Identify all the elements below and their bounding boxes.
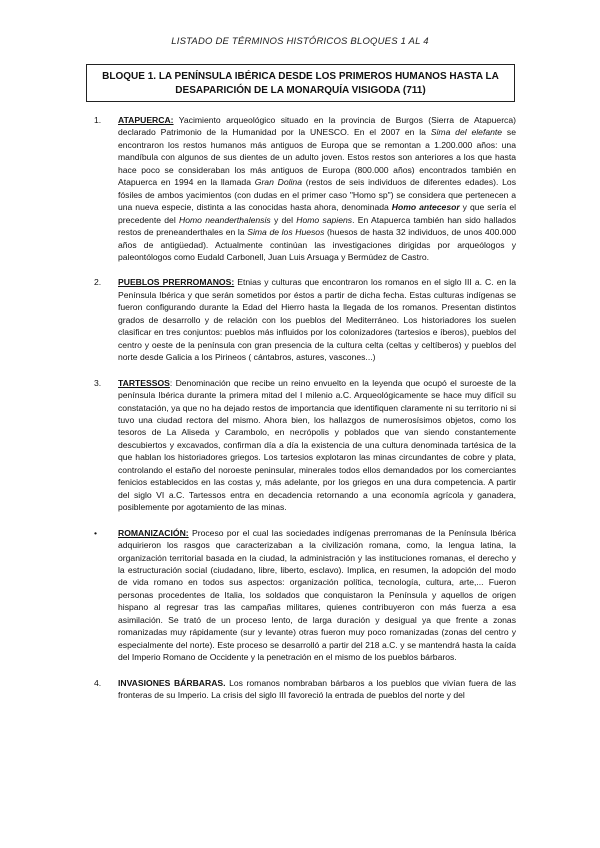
definition-text: : Denominación que recibe un reino envuelto en la leyenda que ocupó el suroeste de la península Ibérica durante la primera mitad del I milenio a.C. Arqueológicamente se hace muy difícil su constatación, ya que no ha dejado restos de importancia que identifiquen claramente ni su territorio ni si tuvo una ciudad rectora del mismo. Ahora bien, los hallazgos de numerosísimos objetos, como los tesoros de La Aliseda y Carambolo, en necrópolis y poblados que van siendo constantemente descubiertos y excavados, confirman día a día la existencia de una cultura denominada tartésica de la que hablan los historiadores griegos. Los tartesios explotaron las minas circundantes de cobre y plata, controlando el estaño del noroeste peninsular, minerales todos ellos demandados por los comerciantes fenicios establecidos en las costas y, más adelante, por los griegos en una dura competencia. A partir del siglo VI a.C. Tartessos entra en decadencia retornando a una economía agrícola y ganadera, posiblemente por agotamiento de las minas.: [118, 377, 516, 513]
definition-italic: Homo neanderthalensis: [179, 214, 271, 225]
term-heading: PUEBLOS PRERROMANOS:: [118, 277, 235, 288]
definition-text: . En Atapuerca también han sido hallados restos de preneanderthales en la: [118, 214, 516, 238]
definition-bold-italic: Homo antecesor: [391, 202, 460, 213]
bullet-marker: •: [94, 527, 98, 538]
terms-list: [94, 114, 516, 714]
definition-text: Yacimiento arqueológico situado en la provincia de Burgos (Sierra de Atapuerca) declarado Patrimonio de la Humanidad por la UNESCO. En el 2007 en la: [118, 115, 516, 138]
list-marker: 1.: [94, 115, 102, 125]
term-heading: TARTESSOS: [118, 377, 170, 388]
list-marker: 3.: [94, 377, 102, 388]
block-title: BLOQUE 1. LA PENÍNSULA IBÉRICA DESDE LOS PRIMEROS HUMANOS HASTA LA DESAPARICIÓN DE LA MONARQUÍA VISIGODA (711): [86, 64, 515, 102]
definition-text: y que sería el precedente del: [118, 202, 517, 225]
definition-italic: Homo sapiens: [296, 214, 353, 225]
list-item-romanizacion: [94, 527, 516, 664]
list-item-invasiones-barbaras: [94, 677, 516, 702]
definition-text: se encontraron los restos humanos más antiguos de Europa que se remontan a 1.200.000 años: una mandíbula con algunos de sus dientes de un adulto joven. Estos restos son anteriores a los que hasta hace poco se consideraban los más antiguos de Europa (800.000 años) encontrados también en Atapuerca en 1994 en la llamada: [118, 127, 516, 188]
definition-italic: Sima de los Huesos: [247, 227, 325, 238]
definition-text: (huesos de hasta 32 individuos, de unos 400.000 años de antigüedad). Actualmente continúan las investigaciones dirigidas por arqueólogos y paleontólogos como Eudald Carbonell, Juan Luis Arsuaga y Bermúdez de Castro.: [118, 227, 516, 262]
definition-italic: Sima del elefante: [430, 127, 503, 138]
definition-italic: Gran Dolina: [254, 177, 302, 188]
list-marker: 2.: [94, 277, 102, 288]
term-heading: ATAPUERCA:: [118, 115, 174, 125]
definition-text: Los romanos nombraban bárbaros a los pueblos que vivían fuera de las fronteras de su Imperio. La crisis del siglo III favoreció la entrada de pueblos del norte y del: [118, 677, 516, 701]
list-item-pueblos-prerromanos: [94, 276, 516, 363]
page-header: LISTADO DE TÉRMINOS HISTÓRICOS BLOQUES 1 AL 4: [171, 36, 429, 47]
term-heading: INVASIONES BÁRBARAS.: [118, 677, 226, 688]
list-item-atapuerca: [94, 114, 516, 263]
list-item-tartessos: [94, 377, 516, 514]
definition-text: Proceso por el cual las sociedades indígenas prerromanas de la Península Ibérica adquirieron los rasgos que caracterizaban a la civilización romana, como, la lengua latina, la organización territorial basada en la ciudad, la administración y las instituciones romanas, el derecho y la estructuración social (ciudadano, libre, liberto, esclavo). Implica, en resumen, la adopción del modo de vida romano en todos sus aspectos: organización política, tecnología, cultura, arte,... Fueron personas procedentes de Italia, los soldados que conquistaron la Península y aquellos de origen hispano al regresar tras las campañas militares, quienes contribuyeron con más fuerza a esa asimilación. Se trató de un proceso lento, de larga duración y desigual ya que frente a zonas romanizadas muy rápidamente (sur y levante) otras fueron muy poco romanizadas (zonas del centro y especialmente del norte). Este proceso se desarrolló a partir del 218 a.C. y se mantendrá hasta la caída del Imperio Romano de Occidente y la penetración en el mismo de los pueblos bárbaros.: [118, 527, 516, 663]
term-heading: ROMANIZACIÓN:: [118, 527, 189, 538]
definition-text: Etnias y culturas que encontraron los romanos en el siglo III a. C. en la Península Ibérica y que serán sometidos por éstos a partir de dicha fecha. Estas culturas indígenas se fueron configurando durante la Edad del Hierro hasta la llegada de los romanos. Presentan distintos grados de desarrollo y de relación con los pueblos del Mediterráneo. Los historiadores los suelen clasificar en tres conjuntos: pueblos más influidos por los colonizadores (tartesios e íberos), pueblos del centro y oeste de la península con gran presencia de la cultura celta (celtas y celtíberos) y pueblos del norte desde Galicia a los Pirineos ( cántabros, astures, vascones...): [118, 277, 516, 363]
list-marker: 4.: [94, 677, 102, 688]
definition-text: y del: [270, 214, 297, 225]
definition-text: (restos de seis individuos de diferentes edades). Los fósiles de ambos yacimientos (con dudas en el primer caso "Homo sp") se considera que pertenecen a una nueva especie, distinta a las conocidas hasta ahora, denominada: [118, 177, 516, 213]
